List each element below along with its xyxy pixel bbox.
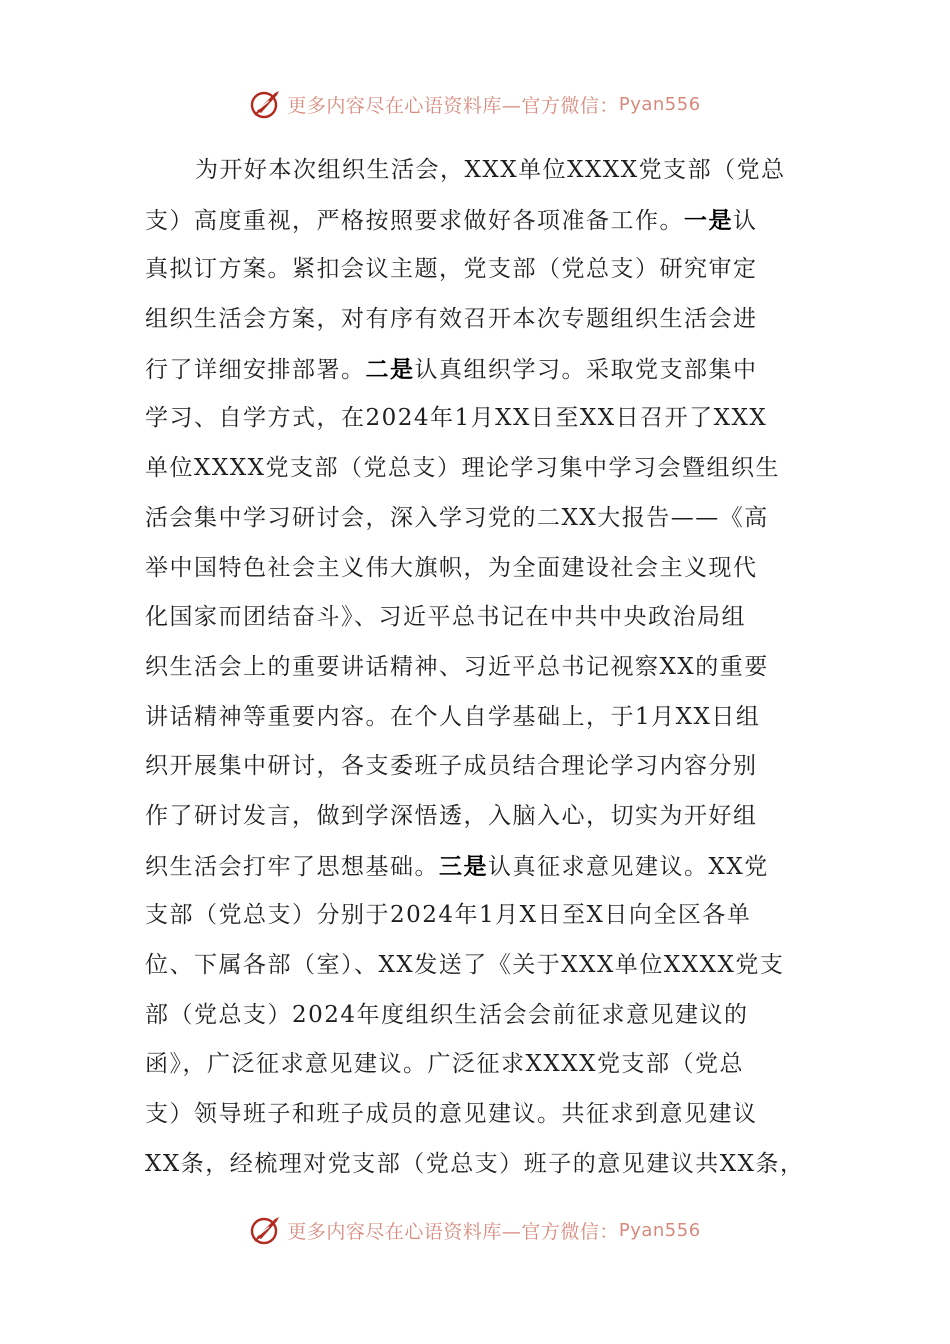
text-line <box>145 792 805 842</box>
text-segment: 学习、自学方式，在2024年1月XX日至XX日召开了XXX <box>145 405 768 432</box>
text-line <box>145 742 805 792</box>
text-segment: 为开好本次组织生活会，XXX单位XXXX党支部（党总 <box>195 157 786 183</box>
text-line <box>145 295 805 345</box>
text-segment: 织生活会上的重要讲话精神、习近平总书记视察XX的重要 <box>145 653 769 680</box>
text-line <box>145 842 805 892</box>
text-segment: 位、下属各部（室）、XX发送了《关于XXX单位XXXX党支 <box>145 952 785 978</box>
text-segment: XX条，经梳理对党支部（党总支）班子的意见建议共XX条， <box>145 1150 805 1177</box>
text-segment: 举中国特色社会主义伟大旗帜，为全面建设社会主义现代 <box>145 554 758 581</box>
text-line <box>145 693 805 743</box>
quill-logo-icon <box>249 1213 283 1247</box>
text-line <box>145 593 805 643</box>
text-line <box>145 345 805 395</box>
text-segment: 作了研讨发言，做到学深悟透，入脑入心，切实为开好组 <box>145 802 758 829</box>
text-line <box>145 245 805 295</box>
text-segment: 组织生活会方案，对有序有效召开本次专题组织生活会进 <box>145 306 758 333</box>
text-line <box>145 643 805 693</box>
text-segment: 讲话精神等重要内容。在个人自学基础上，于1月XX日组 <box>145 703 761 730</box>
text-segment: 真拟订方案。紧扣会议主题，党支部（党总支）研究审定 <box>145 256 758 283</box>
watermark-wechat-id: Pyan556 <box>618 93 701 115</box>
text-line <box>145 146 805 196</box>
text-line <box>145 991 805 1041</box>
document-body <box>145 146 805 1189</box>
bold-marker: 一是 <box>684 206 733 234</box>
text-line <box>145 544 805 594</box>
text-line <box>145 196 805 246</box>
text-line <box>145 1040 805 1090</box>
text-segment: 活会集中学习研讨会，深入学习党的二XX大报告——《高 <box>145 504 769 531</box>
watermark-header <box>0 84 950 124</box>
text-segment: 认 <box>733 207 758 234</box>
quill-logo-icon <box>249 87 283 121</box>
watermark-text: 更多内容尽在心语资料库—官方微信： <box>287 1220 619 1243</box>
text-line <box>145 494 805 544</box>
watermark-footer <box>0 1210 950 1250</box>
watermark-text: 更多内容尽在心语资料库—官方微信： <box>287 94 619 117</box>
bold-marker: 二是 <box>365 355 415 383</box>
text-line <box>145 394 805 444</box>
text-line <box>145 1140 805 1190</box>
text-segment: 化国家而团结奋斗》、习近平总书记在中共中央政治局组 <box>145 604 746 631</box>
text-segment: 单位XXXX党支部（党总支）理论学习集中学习会暨组织生 <box>145 455 780 482</box>
watermark-wechat-id: Pyan556 <box>618 1219 701 1241</box>
text-segment: 行了详细安排部署。 <box>145 356 366 383</box>
text-segment: 支）高度重视，严格按照要求做好各项准备工作。 <box>145 207 684 234</box>
text-segment: 织生活会打牢了思想基础。 <box>145 853 439 880</box>
text-segment: 认真征求意见建议。XX党 <box>488 853 769 880</box>
text-segment: 支部（党总支）分别于2024年1月X日至X日向全区各单 <box>145 902 752 929</box>
text-line <box>145 1090 805 1140</box>
text-segment: 织开展集中研讨，各支委班子成员结合理论学习内容分别 <box>145 753 758 780</box>
text-segment: 函》，广泛征求意见建议。广泛征求XXXX党支部（党总 <box>145 1051 744 1078</box>
bold-marker: 三是 <box>439 852 488 880</box>
text-line <box>145 941 805 991</box>
text-segment: 支）领导班子和班子成员的意见建议。共征求到意见建议 <box>145 1101 758 1128</box>
text-line <box>145 444 805 494</box>
text-line <box>145 891 805 941</box>
text-segment: 认真组织学习。采取党支部集中 <box>414 356 758 383</box>
text-segment: 部（党总支）2024年度组织生活会会前征求意见建议的 <box>145 1001 749 1028</box>
